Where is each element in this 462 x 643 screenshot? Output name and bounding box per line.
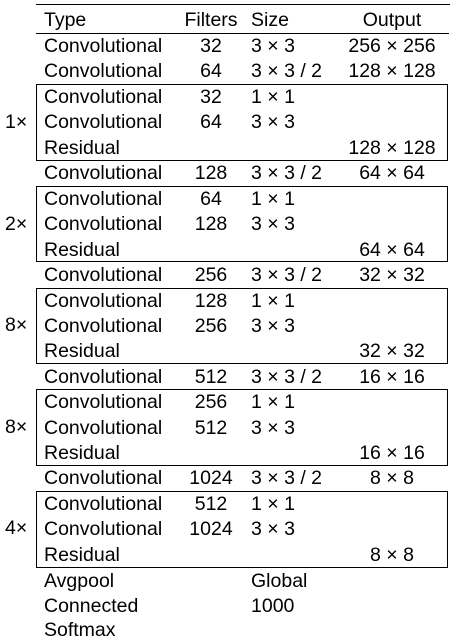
cell-type: Residual — [44, 442, 120, 464]
block-multiplier: 2× — [5, 213, 28, 235]
cell-size: 1 × 1 — [251, 290, 295, 312]
cell-filters: 128 — [194, 162, 228, 184]
cell-type: Convolutional — [44, 366, 163, 388]
cell-type: Convolutional — [44, 86, 163, 108]
cell-filters: 32 — [200, 35, 222, 57]
cell-size: 1 × 1 — [251, 86, 295, 108]
cell-type: Convolutional — [44, 391, 163, 413]
header-type: Type — [44, 9, 87, 31]
cell-output: 128 × 128 — [348, 137, 436, 159]
cell-output: 8 × 8 — [370, 467, 414, 489]
cell-filters: 512 — [194, 417, 228, 439]
cell-type: Convolutional — [44, 213, 163, 235]
top-rule — [36, 4, 450, 5]
cell-filters: 512 — [194, 493, 228, 515]
cell-type: Convolutional — [44, 60, 163, 82]
cell-filters: 128 — [194, 290, 228, 312]
cell-size: 1000 — [251, 595, 295, 617]
block-multiplier: 8× — [5, 314, 28, 336]
cell-size: 1 × 1 — [251, 493, 295, 515]
cell-type: Convolutional — [44, 162, 163, 184]
cell-filters: 32 — [200, 86, 222, 108]
cell-output: 64 × 64 — [359, 162, 425, 184]
cell-type: Residual — [44, 239, 120, 261]
block-multiplier: 8× — [5, 416, 28, 438]
cell-type: Convolutional — [44, 188, 163, 210]
cell-size: 3 × 3 — [251, 518, 295, 540]
cell-type: Residual — [44, 137, 120, 159]
cell-type: Convolutional — [44, 35, 163, 57]
cell-filters: 64 — [200, 111, 222, 133]
cell-filters: 256 — [194, 264, 228, 286]
cell-filters: 128 — [194, 213, 228, 235]
cell-size: 3 × 3 — [251, 417, 295, 439]
cell-filters: 64 — [200, 60, 222, 82]
cell-filters: 256 — [194, 391, 228, 413]
cell-type: Softmax — [44, 619, 116, 641]
cell-output: 16 × 16 — [359, 366, 425, 388]
cell-size: 3 × 3 — [251, 35, 295, 57]
cell-size: 3 × 3 — [251, 315, 295, 337]
cell-type: Residual — [44, 544, 120, 566]
block-multiplier: 4× — [5, 517, 28, 539]
cell-type: Convolutional — [44, 518, 163, 540]
cell-filters: 1024 — [189, 518, 233, 540]
cell-type: Convolutional — [44, 264, 163, 286]
cell-type: Convolutional — [44, 493, 163, 515]
cell-output: 32 × 32 — [359, 340, 425, 362]
cell-size: 3 × 3 / 2 — [251, 366, 323, 388]
cell-filters: 64 — [200, 188, 222, 210]
cell-size: 3 × 3 — [251, 213, 295, 235]
cell-filters: 1024 — [189, 467, 233, 489]
block-multiplier: 1× — [5, 111, 28, 133]
cell-filters: 512 — [194, 366, 228, 388]
cell-type: Convolutional — [44, 290, 163, 312]
cell-type: Convolutional — [44, 417, 163, 439]
cell-size: 3 × 3 — [251, 111, 295, 133]
cell-type: Connected — [44, 595, 139, 617]
cell-size: 3 × 3 / 2 — [251, 162, 323, 184]
cell-output: 16 × 16 — [359, 442, 425, 464]
cell-filters: 256 — [194, 315, 228, 337]
cell-type: Convolutional — [44, 467, 163, 489]
cell-output: 256 × 256 — [348, 35, 436, 57]
header-filters: Filters — [184, 9, 238, 31]
header-output: Output — [362, 9, 422, 31]
cell-size: Global — [251, 570, 308, 592]
cell-output: 128 × 128 — [348, 60, 436, 82]
cell-output: 32 × 32 — [359, 264, 425, 286]
cell-size: 3 × 3 / 2 — [251, 60, 323, 82]
cell-size: 3 × 3 / 2 — [251, 467, 323, 489]
cell-output: 64 × 64 — [359, 239, 425, 261]
cell-size: 1 × 1 — [251, 188, 295, 210]
cell-type: Convolutional — [44, 315, 163, 337]
cell-output: 8 × 8 — [370, 544, 414, 566]
cell-type: Convolutional — [44, 111, 163, 133]
header-rule — [36, 33, 449, 34]
header-size: Size — [251, 9, 289, 31]
cell-type: Avgpool — [44, 570, 115, 592]
cell-size: 1 × 1 — [251, 391, 295, 413]
cell-type: Residual — [44, 340, 120, 362]
cell-size: 3 × 3 / 2 — [251, 264, 323, 286]
